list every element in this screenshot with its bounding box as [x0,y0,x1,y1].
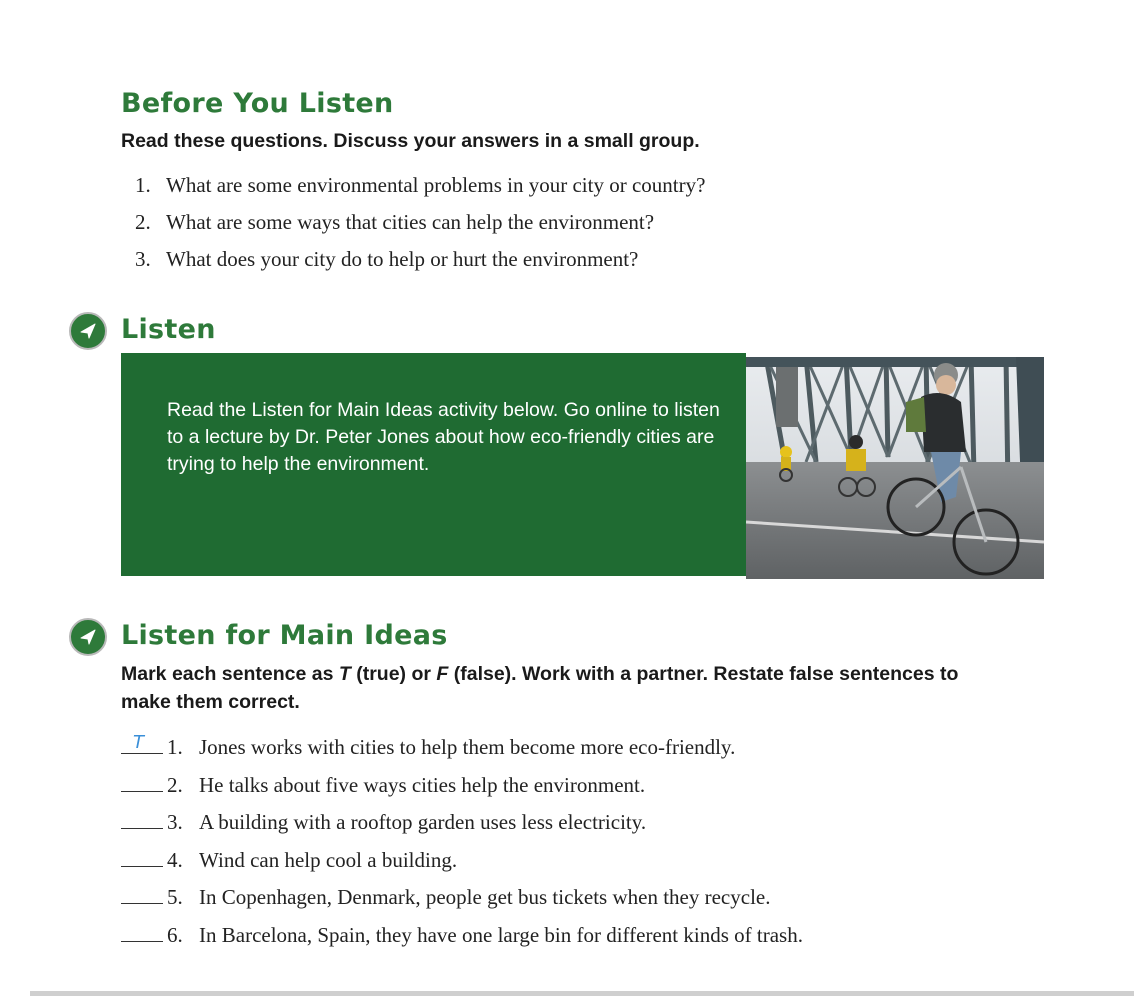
answer-blank[interactable] [121,919,163,942]
answer-blank[interactable] [121,806,163,829]
question-item: 1. What are some environmental problems in your city or country? [135,173,706,197]
answer-blank[interactable] [121,844,163,867]
list-item: 3. A building with a rooftop garden uses less electricity. [121,804,803,842]
audio-arrow-icon[interactable] [69,312,107,350]
before-you-listen-heading: Before You Listen [121,88,394,119]
list-item: T 1. Jones works with cities to help them become more eco-friendly. [121,729,803,767]
list-item: 2. He talks about five ways cities help the environment. [121,767,803,805]
listen-instruction-box [121,353,746,576]
discussion-questions [135,167,705,278]
answer-mark: T [133,732,144,753]
answer-blank[interactable] [121,881,163,904]
listen-box-text: Read the Listen for Main Ideas activity below. Go online to listen to a lecture by Dr. Peter Jones about how eco-friendly cities are trying to help the environment. [167,399,720,475]
answer-blank[interactable] [121,769,163,792]
cyclists-on-bridge-photo [746,357,1044,579]
main-ideas-heading: Listen for Main Ideas [121,620,448,651]
list-item: 4. Wind can help cool a building. [121,842,803,880]
audio-arrow-icon[interactable] [69,618,107,656]
true-false-list [121,729,803,954]
before-you-listen-instruction: Read these questions. Discuss your answers in a small group. [121,130,700,152]
question-item: 2. What are some ways that cities can help the environment? [135,210,655,234]
page-bottom-rule [30,991,1134,996]
question-item: 3. What does your city do to help or hurt the environment? [135,247,639,271]
list-item: 5. In Copenhagen, Denmark, people get bus tickets when they recycle. [121,879,803,917]
listen-heading: Listen [121,314,216,345]
main-ideas-instruction: Mark each sentence as T (true) or F (false). Work with a partner. Restate false sentences to make them correct. [121,663,959,713]
list-item: 6. In Barcelona, Spain, they have one large bin for different kinds of trash. [121,917,803,955]
answer-blank[interactable] [121,731,163,754]
